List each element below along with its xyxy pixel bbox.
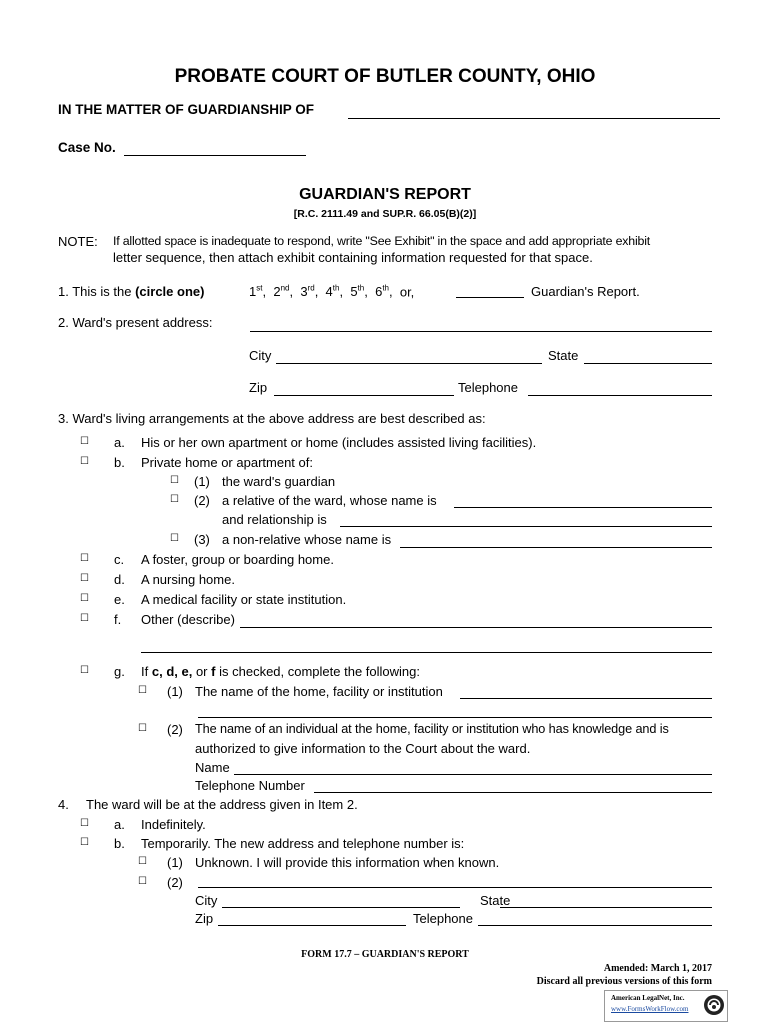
zip-field[interactable] — [274, 395, 454, 396]
amended-date: Amended: March 1, 2017 — [603, 963, 712, 974]
checkbox-4b[interactable]: ☐ — [80, 837, 89, 848]
checkbox-3b1[interactable]: ☐ — [170, 475, 179, 486]
checkbox-3g[interactable]: ☐ — [80, 665, 89, 676]
checkbox-3b2[interactable]: ☐ — [170, 494, 179, 505]
item4a-text: Indefinitely. — [141, 817, 206, 832]
ward-name-field[interactable] — [348, 118, 720, 119]
relationship-label: and relationship is — [222, 512, 327, 527]
ordinal-2[interactable]: 2nd, — [273, 284, 294, 300]
item3e-letter: e. — [114, 592, 125, 607]
new-city-field[interactable] — [222, 907, 460, 908]
case-no-label: Case No. — [58, 140, 116, 155]
item4b-text: Temporarily. The new address and telephone number is: — [141, 836, 465, 851]
item3d-text: A nursing home. — [141, 572, 235, 587]
checkbox-3e[interactable]: ☐ — [80, 593, 89, 604]
item2-label: 2. Ward's present address: — [58, 315, 213, 330]
item3b2-num: (2) — [194, 493, 210, 508]
brand-logo-icon — [703, 994, 725, 1016]
item3d-letter: d. — [114, 572, 125, 587]
item4b1-text: Unknown. I will provide this information when known. — [195, 855, 500, 870]
item1-suffix: Guardian's Report. — [531, 284, 640, 299]
item3g2-num: (2) — [167, 722, 183, 737]
item3-label: 3. Ward's living arrangements at the above address are best described as: — [58, 411, 486, 426]
contact-name-label: Name — [195, 760, 230, 775]
item3b-text: Private home or apartment of: — [141, 455, 313, 470]
checkbox-3g2[interactable]: ☐ — [138, 723, 147, 734]
item3c-text: A foster, group or boarding home. — [141, 552, 334, 567]
other-describe-field-2[interactable] — [141, 652, 712, 653]
item3f-letter: f. — [114, 612, 122, 627]
item3g-letter: g. — [114, 664, 125, 679]
item3b3-num: (3) — [194, 532, 210, 547]
contact-phone-field[interactable] — [314, 792, 712, 793]
discard-notice: Discard all previous versions of this form — [536, 976, 712, 987]
new-telephone-field[interactable] — [478, 925, 712, 926]
item4-num: 4. — [58, 797, 69, 812]
new-state-label: State — [480, 893, 511, 908]
item3g-text: If c, d, e, or f is checked, complete the following: — [141, 664, 420, 679]
relative-name-field[interactable] — [454, 507, 712, 508]
item4-label: The ward will be at the address given in Item 2. — [86, 797, 358, 812]
brand-link[interactable]: www.FormsWorkFlow.com — [611, 1005, 689, 1013]
contact-name-field[interactable] — [234, 774, 712, 775]
checkbox-3g1[interactable]: ☐ — [138, 685, 147, 696]
item3a-text: His or her own apartment or home (includes assisted living facilities). — [141, 435, 537, 450]
court-title: PROBATE COURT OF BUTLER COUNTY, OHIO — [174, 66, 596, 87]
ordinal-6[interactable]: 6th, — [375, 284, 393, 300]
item3f-text: Other (describe) — [141, 612, 235, 627]
checkbox-4b2[interactable]: ☐ — [138, 876, 147, 887]
form-footer: FORM 17.7 – GUARDIAN'S REPORT — [301, 949, 469, 960]
note-line-1: If allotted space is inadequate to respond, write "See Exhibit" in the space and add appropriate exhibit — [113, 234, 650, 248]
new-telephone-label: Telephone — [413, 911, 473, 926]
item3b1-text: the ward's guardian — [222, 474, 336, 489]
note-line-2: letter sequence, then attach exhibit containing information requested for that space. — [113, 250, 593, 265]
item3b-letter: b. — [114, 455, 125, 470]
state-label: State — [548, 348, 579, 363]
item4a-letter: a. — [114, 817, 125, 832]
checkbox-3a[interactable]: ☐ — [80, 436, 89, 447]
checkbox-3b[interactable]: ☐ — [80, 456, 89, 467]
new-zip-field[interactable] — [218, 925, 406, 926]
contact-phone-label: Telephone Number — [195, 778, 305, 793]
checkbox-4a[interactable]: ☐ — [80, 818, 89, 829]
telephone-label: Telephone — [458, 380, 518, 395]
checkbox-3c[interactable]: ☐ — [80, 553, 89, 564]
ordinal-3[interactable]: 3rd, — [300, 284, 319, 300]
facility-name-field-2[interactable] — [198, 717, 712, 718]
ordinal-4[interactable]: 4th, — [325, 284, 344, 300]
ordinal-5[interactable]: 5th, — [350, 284, 368, 300]
city-label: City — [249, 348, 272, 363]
report-citation: [R.C. 2111.49 and SUP.R. 66.05(B)(2)] — [293, 208, 477, 220]
zip-label: Zip — [249, 380, 268, 395]
facility-name-field[interactable] — [460, 698, 712, 699]
report-title: GUARDIAN'S REPORT — [299, 186, 471, 203]
brand-name: American LegalNet, Inc. — [611, 994, 685, 1002]
matter-label: IN THE MATTER OF GUARDIANSHIP OF — [58, 102, 314, 117]
brand-box — [604, 990, 728, 1022]
item3g2-line1: The name of an individual at the home, facility or institution who has knowledge and is — [195, 722, 669, 736]
new-zip-label: Zip — [195, 911, 214, 926]
ordinal-options[interactable]: 1st, 2nd, 3rd, 4th, 5th, 6th, or, — [249, 284, 415, 300]
state-field[interactable] — [584, 363, 712, 364]
non-relative-name-field[interactable] — [400, 547, 712, 548]
item4b-letter: b. — [114, 836, 125, 851]
address-field[interactable] — [250, 331, 712, 332]
new-state-field[interactable] — [500, 907, 712, 908]
ordinal-other-field[interactable] — [456, 297, 524, 298]
new-address-field[interactable] — [198, 887, 712, 888]
item3c-letter: c. — [114, 552, 125, 567]
item3b3-text: a non-relative whose name is — [222, 532, 392, 547]
item3g2-line2: authorized to give information to the Court about the ward. — [195, 741, 531, 756]
item3g1-num: (1) — [167, 684, 183, 699]
case-no-field[interactable] — [124, 155, 306, 156]
item3e-text: A medical facility or state institution. — [141, 592, 347, 607]
checkbox-3b3[interactable]: ☐ — [170, 533, 179, 544]
item3b1-num: (1) — [194, 474, 210, 489]
ordinal-1[interactable]: 1st, — [249, 284, 267, 300]
other-describe-field[interactable] — [240, 627, 712, 628]
checkbox-4b1[interactable]: ☐ — [138, 856, 147, 867]
item1-label: 1. This is the (circle one) — [58, 284, 205, 299]
checkbox-3f[interactable]: ☐ — [80, 613, 89, 624]
item4b1-num: (1) — [167, 855, 183, 870]
item3a-letter: a. — [114, 435, 125, 450]
note-label: NOTE: — [58, 234, 98, 249]
checkbox-3d[interactable]: ☐ — [80, 573, 89, 584]
item3b2-text: a relative of the ward, whose name is — [222, 493, 437, 508]
relationship-field[interactable] — [340, 526, 712, 527]
item3g1-text: The name of the home, facility or institution — [195, 684, 443, 699]
new-city-label: City — [195, 893, 218, 908]
city-field[interactable] — [276, 363, 542, 364]
telephone-field[interactable] — [528, 395, 712, 396]
item4b2-num: (2) — [167, 875, 183, 890]
